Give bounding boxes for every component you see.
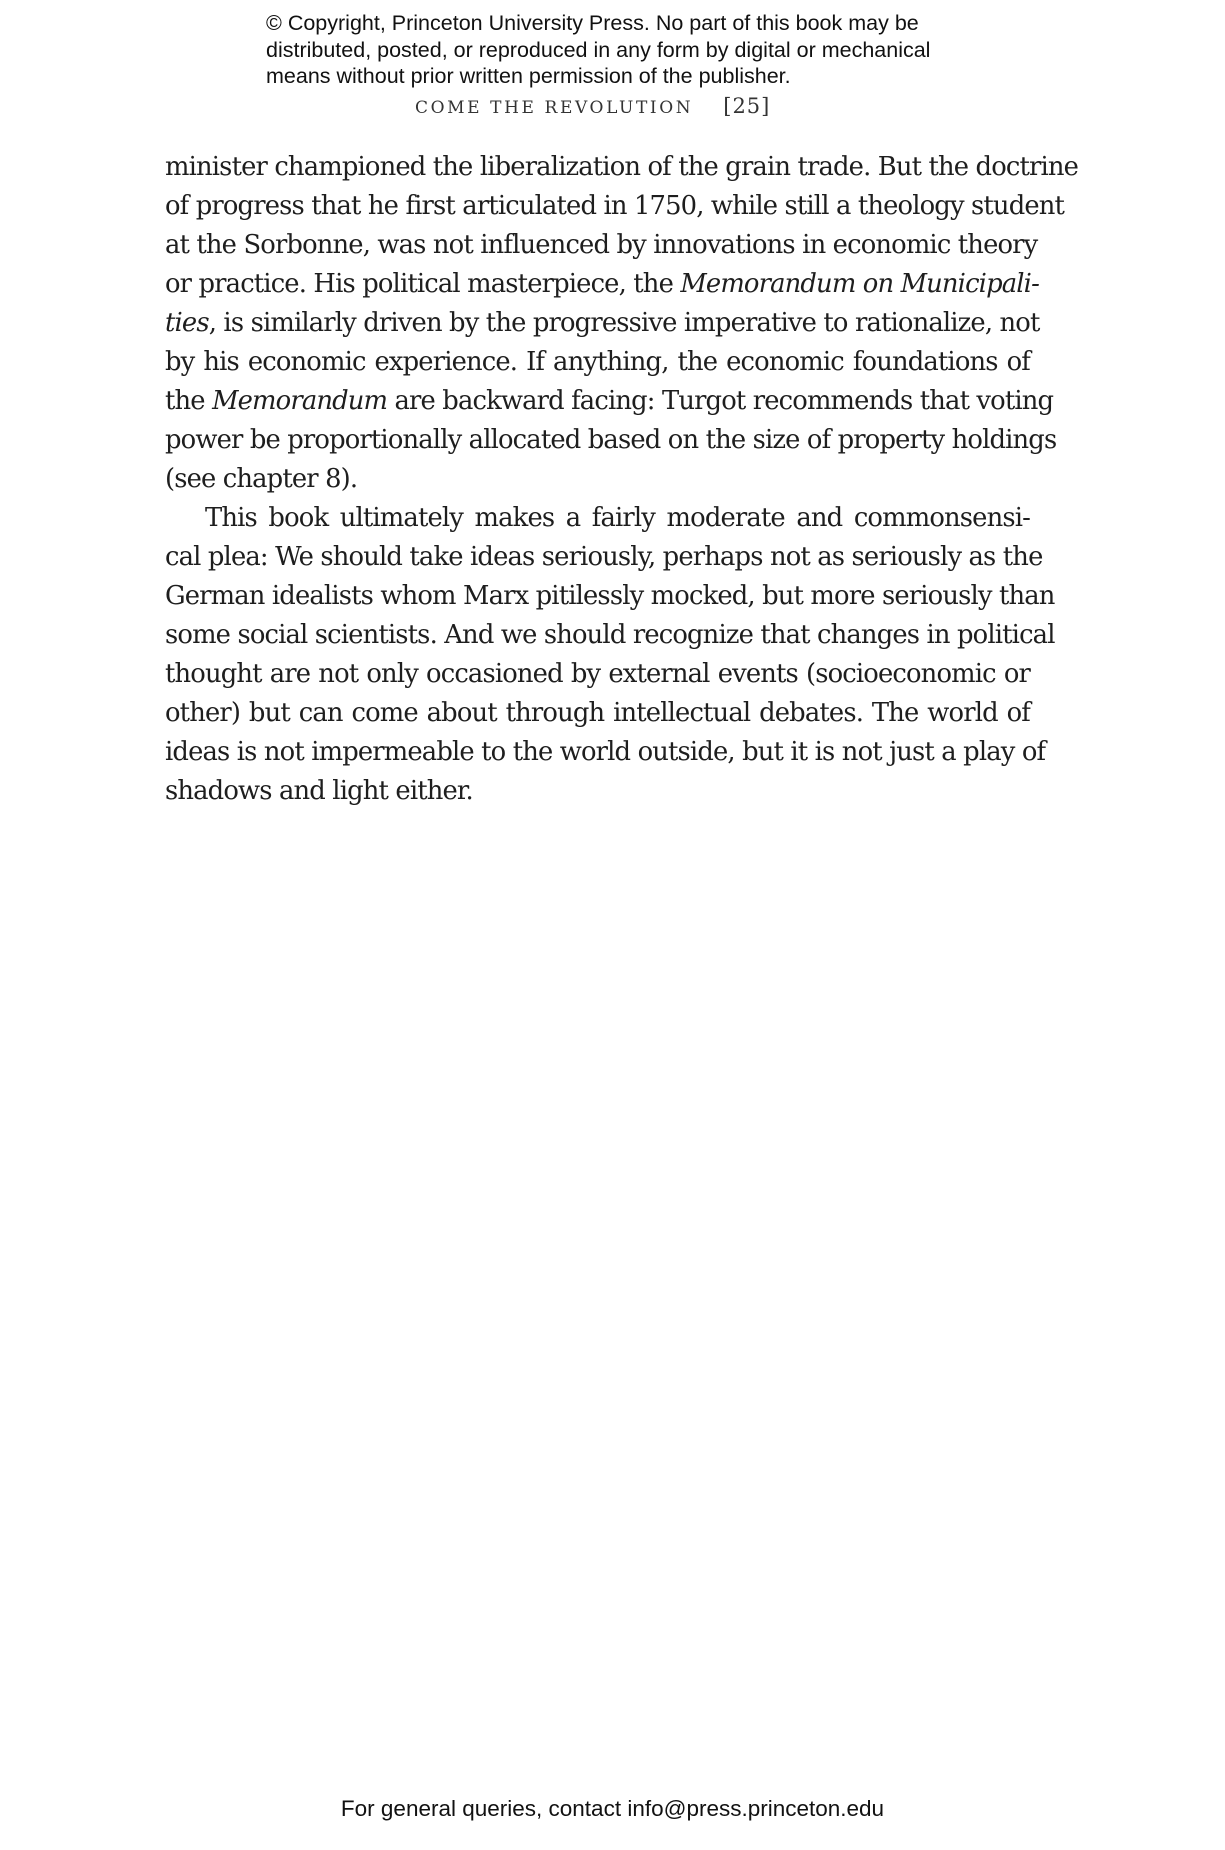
running-head — [415, 94, 770, 118]
text-line: other) but can come about through intellectual debates. The world of — [165, 698, 1030, 728]
text-line: German idealists whom Marx pitilessly mocked, but more seriously than — [165, 581, 1055, 611]
text-run: are backward facing: Turgot recommends that voting — [387, 386, 1054, 416]
page-number: [25] — [723, 94, 771, 118]
book-title-italic: Memorandum on Municipali- — [680, 269, 1039, 299]
paragraph — [165, 499, 1055, 811]
text-line — [165, 304, 1040, 343]
book-title-italic: Memorandum — [212, 386, 388, 416]
text-line: ideas is not impermeable to the world outside, but it is not just a play of — [165, 737, 1046, 767]
book-title-italic: ties — [165, 308, 209, 338]
text-line: shadows and light either. — [165, 776, 473, 806]
text-run: , is similarly driven by the progressive imperative to rationalize, not — [208, 308, 1040, 338]
text-line: of progress that he first articulated in 1750, while still a theology student — [165, 191, 1065, 221]
text-line — [165, 265, 1039, 304]
text-line: This book ultimately makes a fairly moderate and commonsensi- — [205, 503, 1030, 533]
text-run: the — [165, 386, 213, 416]
text-line — [165, 382, 1054, 421]
text-line: some social scientists. And we should recognize that changes in political — [165, 620, 1055, 650]
copyright-line: © Copyright, Princeton University Press. No part of this book may be — [266, 11, 919, 35]
text-line: at the Sorbonne, was not influenced by innovations in economic theory — [165, 230, 1038, 260]
paragraph — [165, 148, 1079, 499]
text-line: by his economic experience. If anything, the economic foundations of — [165, 347, 1030, 377]
copyright-line: means without prior written permission of the publisher. — [266, 64, 791, 88]
text-line: cal plea: We should take ideas seriously, perhaps not as seriously as the — [165, 542, 1043, 572]
footer-contact: For general queries, contact info@press.princeton.edu — [340, 1796, 885, 1821]
running-head-title: COME THE REVOLUTION — [415, 98, 694, 118]
text-line: power be proportionally allocated based on the size of property holdings — [165, 425, 1057, 455]
body-text — [165, 148, 1079, 811]
copyright-line: distributed, posted, or reproduced in any form by digital or mechanical — [266, 37, 931, 62]
text-run: or practice. His political masterpiece, the — [165, 269, 681, 299]
text-line: minister championed the liberalization of the grain trade. But the doctrine — [165, 152, 1079, 182]
copyright-notice — [266, 10, 986, 90]
text-line: (see chapter 8). — [165, 464, 358, 494]
text-line: thought are not only occasioned by external events (socioeconomic or — [165, 659, 1030, 689]
